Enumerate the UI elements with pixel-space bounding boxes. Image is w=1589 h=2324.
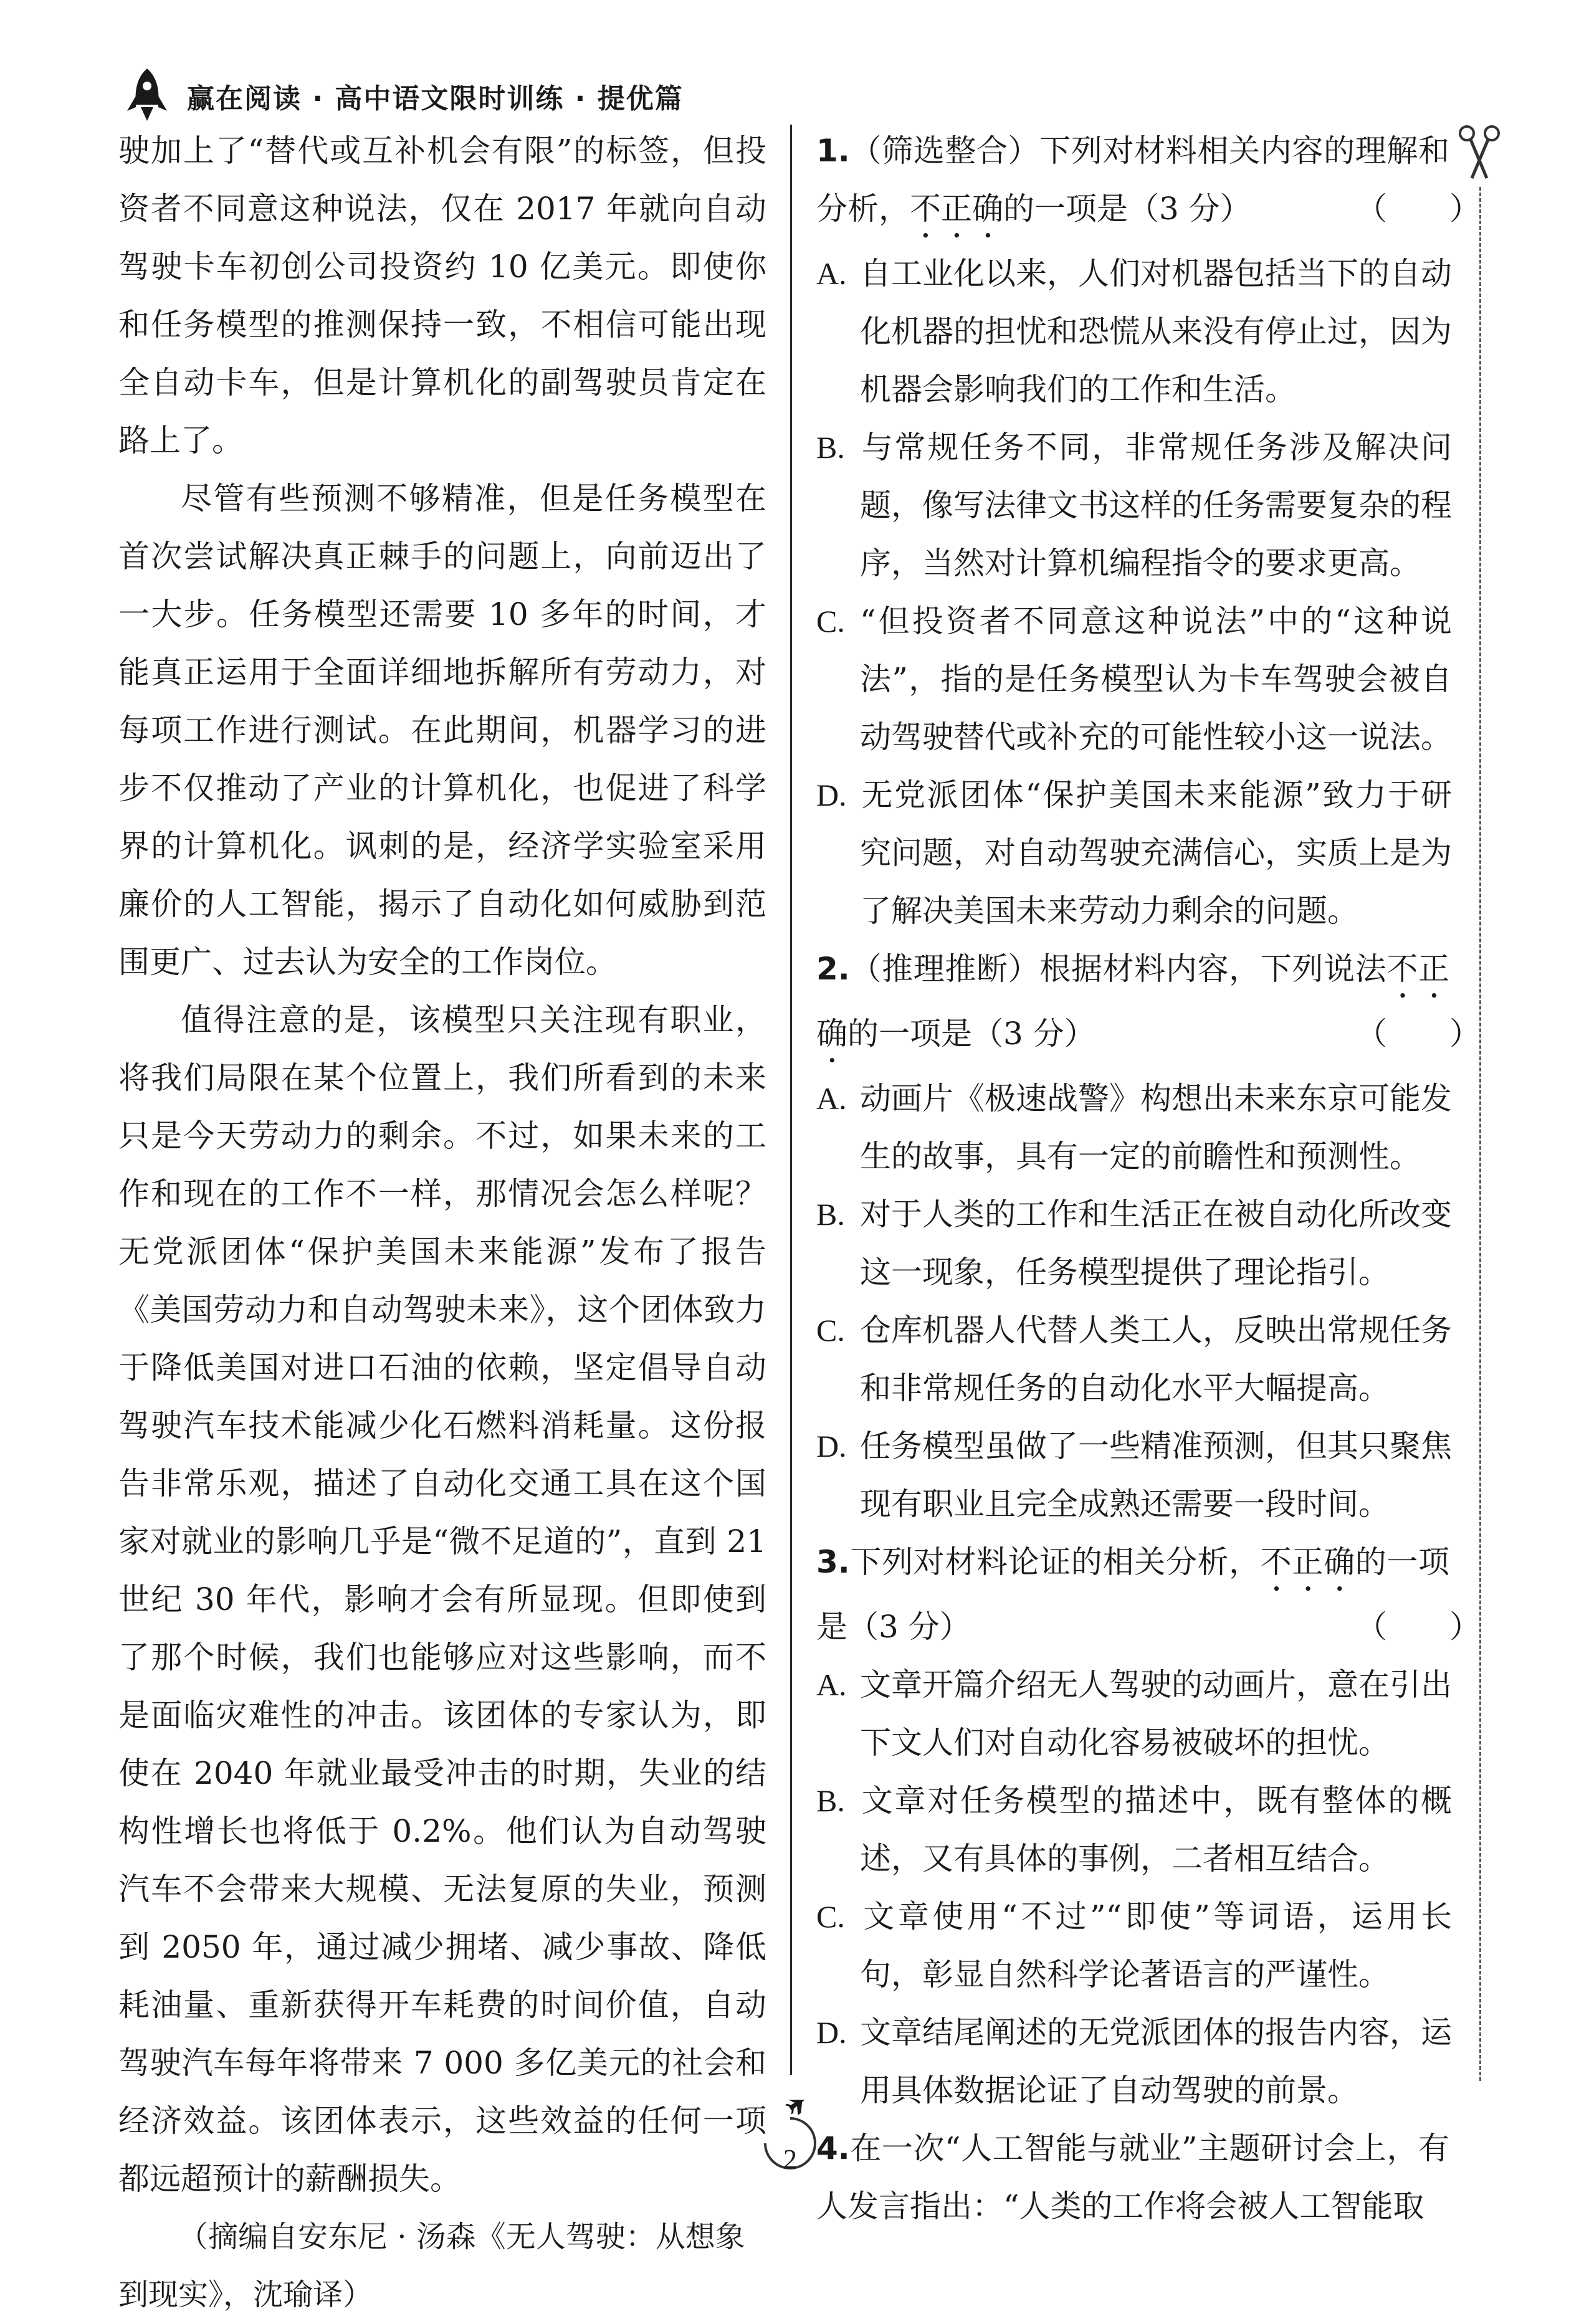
column-divider xyxy=(790,125,792,2075)
scissors-icon xyxy=(1456,125,1503,181)
article-paragraph: 驶加上了“替代或互补机会有限”的标签，但投资者不同意这种说法，仅在 2017 年就向自动驾驶卡车初创公司投资约 10 亿美元。即使你和任务模型的推测保持一致，不相信可能出现全自动卡车，但是计算机化的副驾驶员肯定在路上了。 xyxy=(118,133,766,459)
option-b: B. 文章对任务模型的描述中，既有整体的概述，又有具体的事例，二者相互结合。 xyxy=(816,1783,1452,1877)
article-paragraph: 值得注意的是，该模型只关注现有职业，将我们局限在某个位置上，我们所看到的未来只是今天劳动力的剩余。不过，如果未来的工作和现在的工作不一样，那情况会怎么样呢？无党派团体“保护美国未来能源”发布了报告《美国劳动力和自动驾驶未来》，这个团体致力于降低美国对进口石油的依赖，坚定倡导自动驾驶汽车技术能减少化石燃料消耗量。这份报告非常乐观，描述了自动化交通工具在这个国家对就业的影响几乎是“微不足道的”，直到 21 世纪 30 年代，影响才会有所显现。但即使到了那个时候，我们也能够应对这些影响，而不是面临灾难性的冲击。该团体的专家认为，即使在 2040 年就业最受冲击的时期，失业的结构性增长也将低于 0.2%。他们认为自动驾驶汽车不会带来大规模、无法复原的失业，预测到 2050 年，通过减少拥堵、减少事故、降低耗油量、重新获得开车耗费的时间价值，自动驾驶汽车每年将带来 7 000 多亿美元的社会和经济效益。该团体表示，这些效益的任何一项都远超预计的薪酬损失。 xyxy=(118,1002,766,2197)
question-stem: 2.（推理推断）根据材料内容，下列说法不正确的一项是（3 分） （ ） xyxy=(816,940,1452,1070)
option-d: D. 无党派团体“保护美国未来能源”致力于研究问题，对自动驾驶充满信心，实质上是为了解决美国未来劳动力剩余的问题。 xyxy=(816,777,1452,929)
rocket-icon xyxy=(125,67,169,122)
option-b: B. 与常规任务不同，非常规任务涉及解决问题，像写法律文书这样的任务需要复杂的程序，当然对计算机编程指令的要求更高。 xyxy=(816,429,1452,581)
emphasis-text: 不正确 xyxy=(1260,1544,1355,1580)
option-c: C. “但投资者不同意这种说法”中的“这种说法”，指的是任务模型认为卡车驾驶会被自动驾驶替代或补充的可能性较小这一说法。 xyxy=(816,603,1452,755)
answer-bracket: （ ） xyxy=(1356,1016,1481,1052)
emphasis-text: 不正确 xyxy=(910,191,1003,227)
questions-column xyxy=(816,122,1481,2236)
option-b: B. 对于人类的工作和生活正在被自动化所改变这一现象，任务模型提供了理论指引。 xyxy=(816,1196,1452,1290)
option-d: D. 任务模型虽做了一些精准预测，但其只聚焦现有职业且完全成熟还需要一段时间。 xyxy=(816,1428,1452,1522)
book-series-title: 赢在阅读 · 高中语文限时训练 · 提优篇 xyxy=(187,83,684,115)
option-c: C. 文章使用“不过”“即使”等词语，运用长句，彰显自然科学论著语言的严谨性。 xyxy=(816,1898,1452,1993)
page-number: 2 xyxy=(783,2144,797,2174)
question-4 xyxy=(816,2120,1452,2236)
question-stem: 4.在一次“人工智能与就业”主题研讨会上，有人发言指出：“人类的工作将会被人工智能取 xyxy=(816,2130,1449,2224)
option-d: D. 文章结尾阐述的无党派团体的报告内容，运用具体数据论证了自动驾驶的前景。 xyxy=(816,2014,1452,2108)
question-number: 1. xyxy=(816,133,850,169)
option-a: A. 文章开篇介绍无人驾驶的动画片，意在引出下文人们对自动化容易被破坏的担忧。 xyxy=(816,1667,1452,1761)
option-c: C. 仓库机器人代替人类工人，反映出常规任务和非常规任务的自动化水平大幅提高。 xyxy=(816,1312,1452,1406)
option-a: A. 自工业化以来，人们对机器包括当下的自动化机器的担忧和恐慌从来没有停止过，因为机器会影响我们的工作和生活。 xyxy=(816,255,1452,407)
article-column xyxy=(118,122,766,2324)
emphasis-text: 不正确 xyxy=(816,951,1450,1052)
question-1 xyxy=(816,122,1481,940)
cut-line xyxy=(1479,187,1481,2081)
question-stem: 1.（筛选整合）下列对材料相关内容的理解和分析，不正确的一项是（3 分） （ ） xyxy=(816,122,1452,245)
question-2 xyxy=(816,940,1481,1533)
answer-bracket: （ ） xyxy=(1356,191,1481,227)
answer-bracket: （ ） xyxy=(1356,1609,1481,1645)
question-number: 3. xyxy=(816,1544,850,1580)
question-stem: 3.下列对材料论证的相关分析，不正确的一项是（3 分） （ ） xyxy=(816,1533,1452,1656)
question-number: 4. xyxy=(816,2130,850,2166)
article-paragraph: 尽管有些预测不够精准，但是任务模型在首次尝试解决真正棘手的问题上，向前迈出了一大步。任务模型还需要 10 多年的时间，才能真正运用于全面详细地拆解所有劳动力，对每项工作进行测试。在此期间，机器学习的进步不仅推动了产业的计算机化，也促进了科学界的计算机化。讽刺的是，经济学实验室采用廉价的人工智能，揭示了自动化如何威胁到范围更广、过去认为安全的工作岗位。 xyxy=(118,480,766,980)
question-number: 2. xyxy=(816,951,850,987)
question-3 xyxy=(816,1533,1481,2120)
article-source: （摘编自安东尼 · 汤森《无人驾驶：从想象到现实》，沈瑜译） xyxy=(118,2219,745,2312)
option-a: A. 动画片《极速战警》构想出未来东京可能发生的故事，具有一定的前瞻性和预测性。 xyxy=(816,1080,1452,1174)
